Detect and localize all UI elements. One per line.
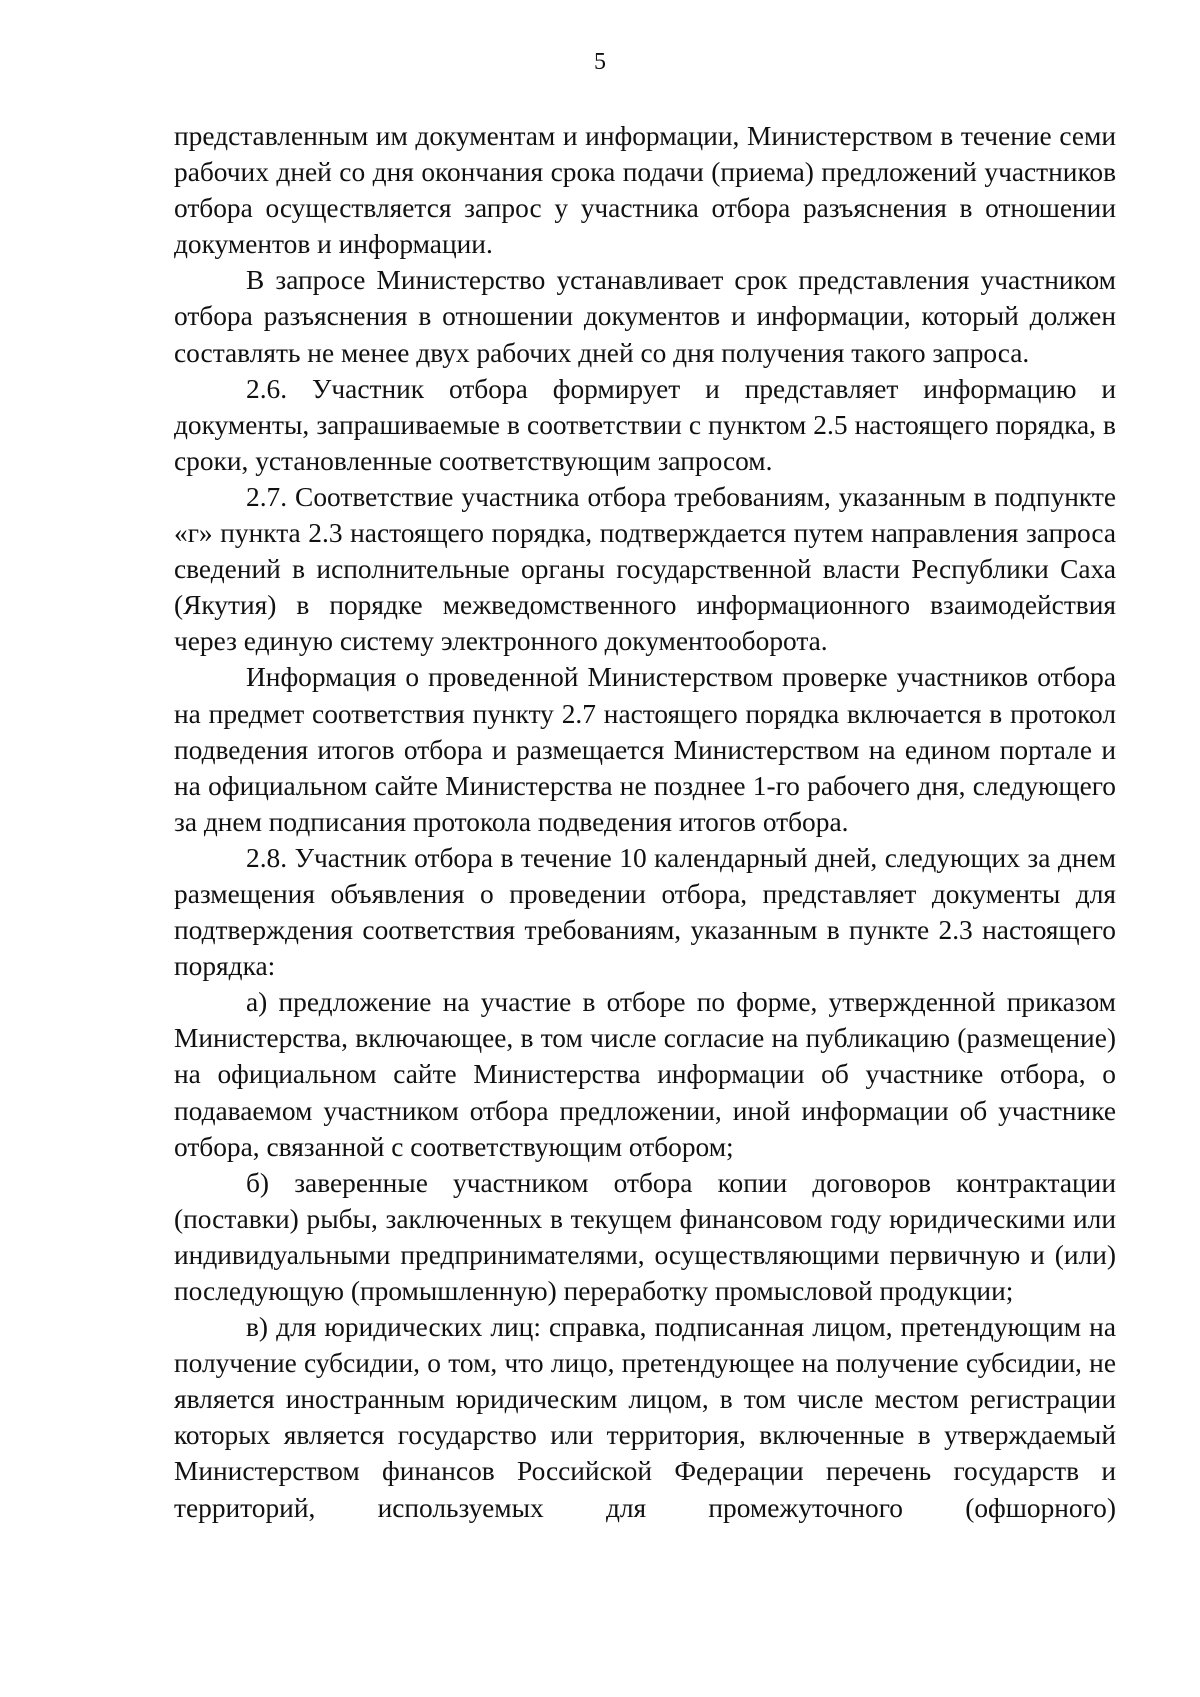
paragraph-item-v: в) для юридических лиц: справка, подписанная лицом, претендующим на получение субсидии, о том, что лицо, претендующее на получение субсидии, не является иностранным юридическим лицом, в том числе местом регистрации которых является государство или территория, включенные в утверждаемый Министерством финансов Российской Федерации перечень государств и территорий, используемых для промежуточного (офшорного) — [174, 1312, 1116, 1523]
paragraph-2-7: 2.7. Соответствие участника отбора требованиям, указанным в подпункте «г» пункта 2.3 настоящего порядка, подтверждается путем направления запроса сведений в исполнительные органы государственной власти Республики Саха (Якутия) в порядке межведомственного информационного взаимодействия через единую систему электронного документооборота. — [174, 481, 1116, 657]
paragraph-item-a: а) предложение на участие в отборе по форме, утвержденной приказом Министерства, включающее, в том числе согласие на публикацию (размещение) на официальном сайте Министерства информации об участнике отбора, о подаваемом участником отбора предложении, иной информации об участнике отбора, связанной с соответствующим отбором; — [174, 987, 1116, 1162]
paragraph-2-6: 2.6. Участник отбора формирует и представляет информацию и документы, запрашиваемые в соответствии с пунктом 2.5 настоящего порядка, в сроки, установленные соответствующим запросом. — [174, 373, 1116, 476]
paragraph-2-8: 2.8. Участник отбора в течение 10 календарный дней, следующих за днем размещения объявления о проведении отбора, представляет документы для подтверждения соответствия требованиям, указанным в пункте 2.3 настоящего порядка: — [174, 842, 1116, 982]
page-number: 5 — [594, 49, 606, 75]
paragraph-verification-info: Информация о проведенной Министерством проверке участников отбора на предмет соответствия пункту 2.7 настоящего порядка включается в протокол подведения итогов отбора и размещается Министерством на едином портале и на официальном сайте Министерства не позднее 1-го рабочего дня, следующего за днем подписания протокола подведения итогов отбора. — [174, 662, 1116, 837]
document-body — [174, 118, 1116, 1526]
paragraph-continuation: представленным им документам и информации, Министерством в течение семи рабочих дней со дня окончания срока подачи (приема) предложений участников отбора осуществляется запрос у участника отбора разъяснения в отношении документов и информации. — [174, 121, 1116, 260]
paragraph-item-b: б) заверенные участником отбора копии договоров контрактации (поставки) рыбы, заключенных в текущем финансовом году юридическими или индивидуальными предпринимателями, осуществляющими первичную и (или) последующую (промышленную) переработку промысловой продукции; — [174, 1167, 1116, 1306]
paragraph-request-deadline: В запросе Министерство устанавливает срок представления участником отбора разъяснения в отношении документов и информации, который должен составлять не менее двух рабочих дней со дня получения такого запроса. — [174, 265, 1116, 368]
